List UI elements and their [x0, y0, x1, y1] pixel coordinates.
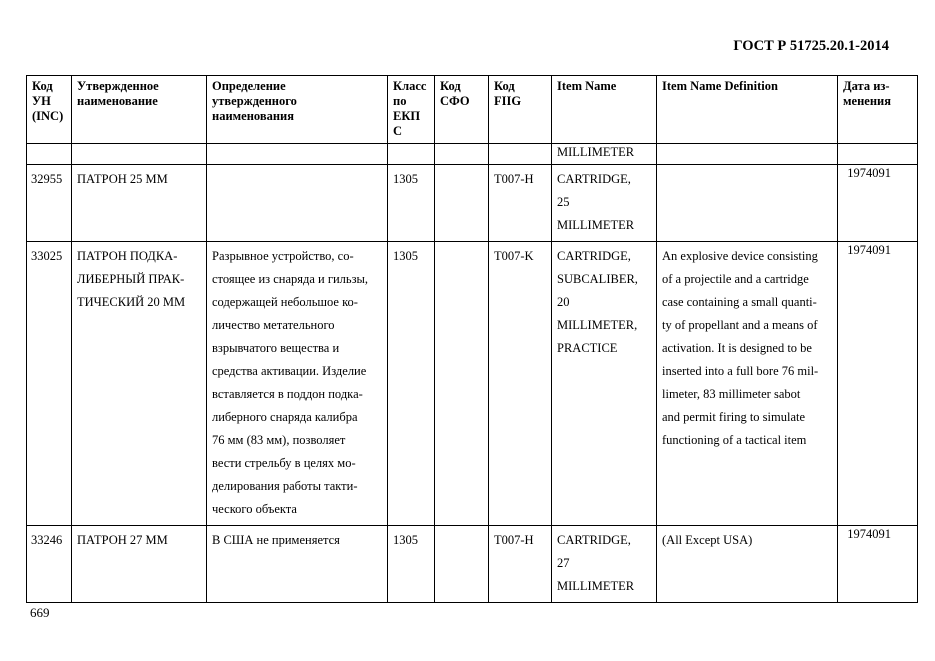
text-line: Код [440, 79, 461, 93]
text-line: Разрывное устройство, со- [212, 249, 354, 263]
text-line: взрывчатого вещества и [212, 341, 340, 355]
text-line: ТИЧЕСКИЙ 20 ММ [77, 295, 186, 309]
table-header-row [27, 76, 918, 144]
header-item-name-definition [657, 76, 838, 144]
header-fiig-code [489, 76, 552, 144]
text-line: менения [843, 94, 891, 108]
text-line: Item Name Definition [662, 79, 778, 93]
header-sfo-code [435, 76, 489, 144]
text-line: An explosive device consisting [662, 249, 818, 263]
cell-change-date [838, 144, 918, 165]
cell-item-name [552, 144, 657, 165]
cell-definition [207, 144, 388, 165]
cell-definition [207, 526, 388, 603]
text-line: case containing a small quanti- [662, 295, 817, 309]
table-row [27, 144, 918, 165]
text-line: Код [32, 79, 53, 93]
text-line: functioning of a tactical item [662, 433, 807, 447]
text-line: ПАТРОН 27 ММ [77, 533, 168, 547]
text-line: and permit firing to simulate [662, 410, 806, 424]
cell-inc [27, 144, 72, 165]
cell-class: 1305 [388, 526, 435, 603]
table-row [27, 526, 918, 603]
page-number: 669 [30, 605, 50, 620]
text-line: inserted into a full bore 76 mil- [662, 364, 819, 378]
cell-change-date: 1974091 [838, 526, 918, 603]
cell-approved-name [72, 526, 207, 603]
text-line: средства активации. Изделие [212, 364, 367, 378]
cell-definition [207, 242, 388, 526]
text-line: 20 [557, 295, 570, 309]
text-line: SUBCALIBER, [557, 272, 638, 286]
text-line: limeter, 83 millimeter sabot [662, 387, 801, 401]
text-line: Item Name [557, 79, 617, 93]
text-line: вести стрельбу в целях мо- [212, 456, 356, 470]
text-line: activation. It is designed to be [662, 341, 812, 355]
text-line: ty of propellant and a means of [662, 318, 818, 332]
header-definition [207, 76, 388, 144]
cell-item-name [552, 526, 657, 603]
header-item-name [552, 76, 657, 144]
text-line: наименование [77, 94, 158, 108]
text-line: FIIG [494, 94, 522, 108]
cell-item-name [552, 165, 657, 242]
cell-sfo-code [435, 242, 489, 526]
table-row [27, 165, 918, 242]
text-line: по [393, 94, 407, 108]
text-line: Код [494, 79, 515, 93]
text-line: Дата из- [843, 79, 890, 93]
cell-change-date: 1974091 [838, 242, 918, 526]
cell-approved-name [72, 144, 207, 165]
cell-class [388, 144, 435, 165]
text-line: ЛИБЕРНЫЙ ПРАК- [77, 272, 185, 286]
text-line: 27 [557, 556, 570, 570]
cell-item-name-definition [657, 242, 838, 526]
cell-item-name-definition [657, 526, 838, 603]
cell-inc: 33246 [27, 526, 72, 603]
table-row [27, 242, 918, 526]
text-line: MILLIMETER [557, 218, 635, 232]
cell-item-name [552, 242, 657, 526]
cell-inc: 32955 [27, 165, 72, 242]
text-line: стоящее из снаряда и гильзы, [212, 272, 369, 286]
text-line: личество метательного [212, 318, 335, 332]
header-change-date [838, 76, 918, 144]
header-approved-name [72, 76, 207, 144]
text-line: (All Except USA) [662, 533, 753, 547]
text-line: MILLIMETER [557, 145, 635, 159]
text-line: С [393, 124, 403, 138]
text-line: Класс [393, 79, 427, 93]
cell-item-name-definition [657, 165, 838, 242]
cell-fiig-code: T007-H [489, 526, 552, 603]
text-line: В США не применяется [212, 533, 340, 547]
header-class [388, 76, 435, 144]
text-line: ЕКП [393, 109, 421, 123]
text-line: содержащей небольшое ко- [212, 295, 358, 309]
text-line: наименования [212, 109, 295, 123]
cell-fiig-code [489, 144, 552, 165]
header-inc [27, 76, 72, 144]
cell-fiig-code: T007-H [489, 165, 552, 242]
cell-approved-name [72, 242, 207, 526]
cell-sfo-code [435, 165, 489, 242]
text-line: СФО [440, 94, 470, 108]
cell-approved-name [72, 165, 207, 242]
cell-item-name-definition [657, 144, 838, 165]
text-line: вставляется в поддон подка- [212, 387, 363, 401]
text-line: CARTRIDGE, [557, 249, 631, 263]
catalog-table [26, 75, 918, 603]
text-line: ПАТРОН ПОДКА- [77, 249, 178, 263]
cell-class: 1305 [388, 165, 435, 242]
text-line: 76 мм (83 мм), позволяет [212, 433, 346, 447]
cell-class: 1305 [388, 242, 435, 526]
text-line: of a projectile and a cartridge [662, 272, 809, 286]
cell-fiig-code: T007-K [489, 242, 552, 526]
text-line: Определение [212, 79, 286, 93]
cell-sfo-code [435, 526, 489, 603]
text-line: УН [32, 94, 51, 108]
cell-change-date: 1974091 [838, 165, 918, 242]
text-line: 25 [557, 195, 570, 209]
text-line: ПАТРОН 25 ММ [77, 172, 168, 186]
text-line: ческого объекта [212, 502, 297, 516]
text-line: CARTRIDGE, [557, 172, 631, 186]
text-line: PRACTICE [557, 341, 618, 355]
text-line: делирования работы такти- [212, 479, 358, 493]
text-line: MILLIMETER, [557, 318, 638, 332]
text-line: Утвержденное [77, 79, 159, 93]
cell-sfo-code [435, 144, 489, 165]
text-line: MILLIMETER [557, 579, 635, 593]
document-code: ГОСТ Р 51725.20.1-2014 [733, 38, 889, 54]
text-line: CARTRIDGE, [557, 533, 631, 547]
text-line: (INC) [32, 109, 64, 123]
text-line: утвержденного [212, 94, 297, 108]
text-line: либерного снаряда калибра [212, 410, 358, 424]
cell-inc: 33025 [27, 242, 72, 526]
cell-definition [207, 165, 388, 242]
